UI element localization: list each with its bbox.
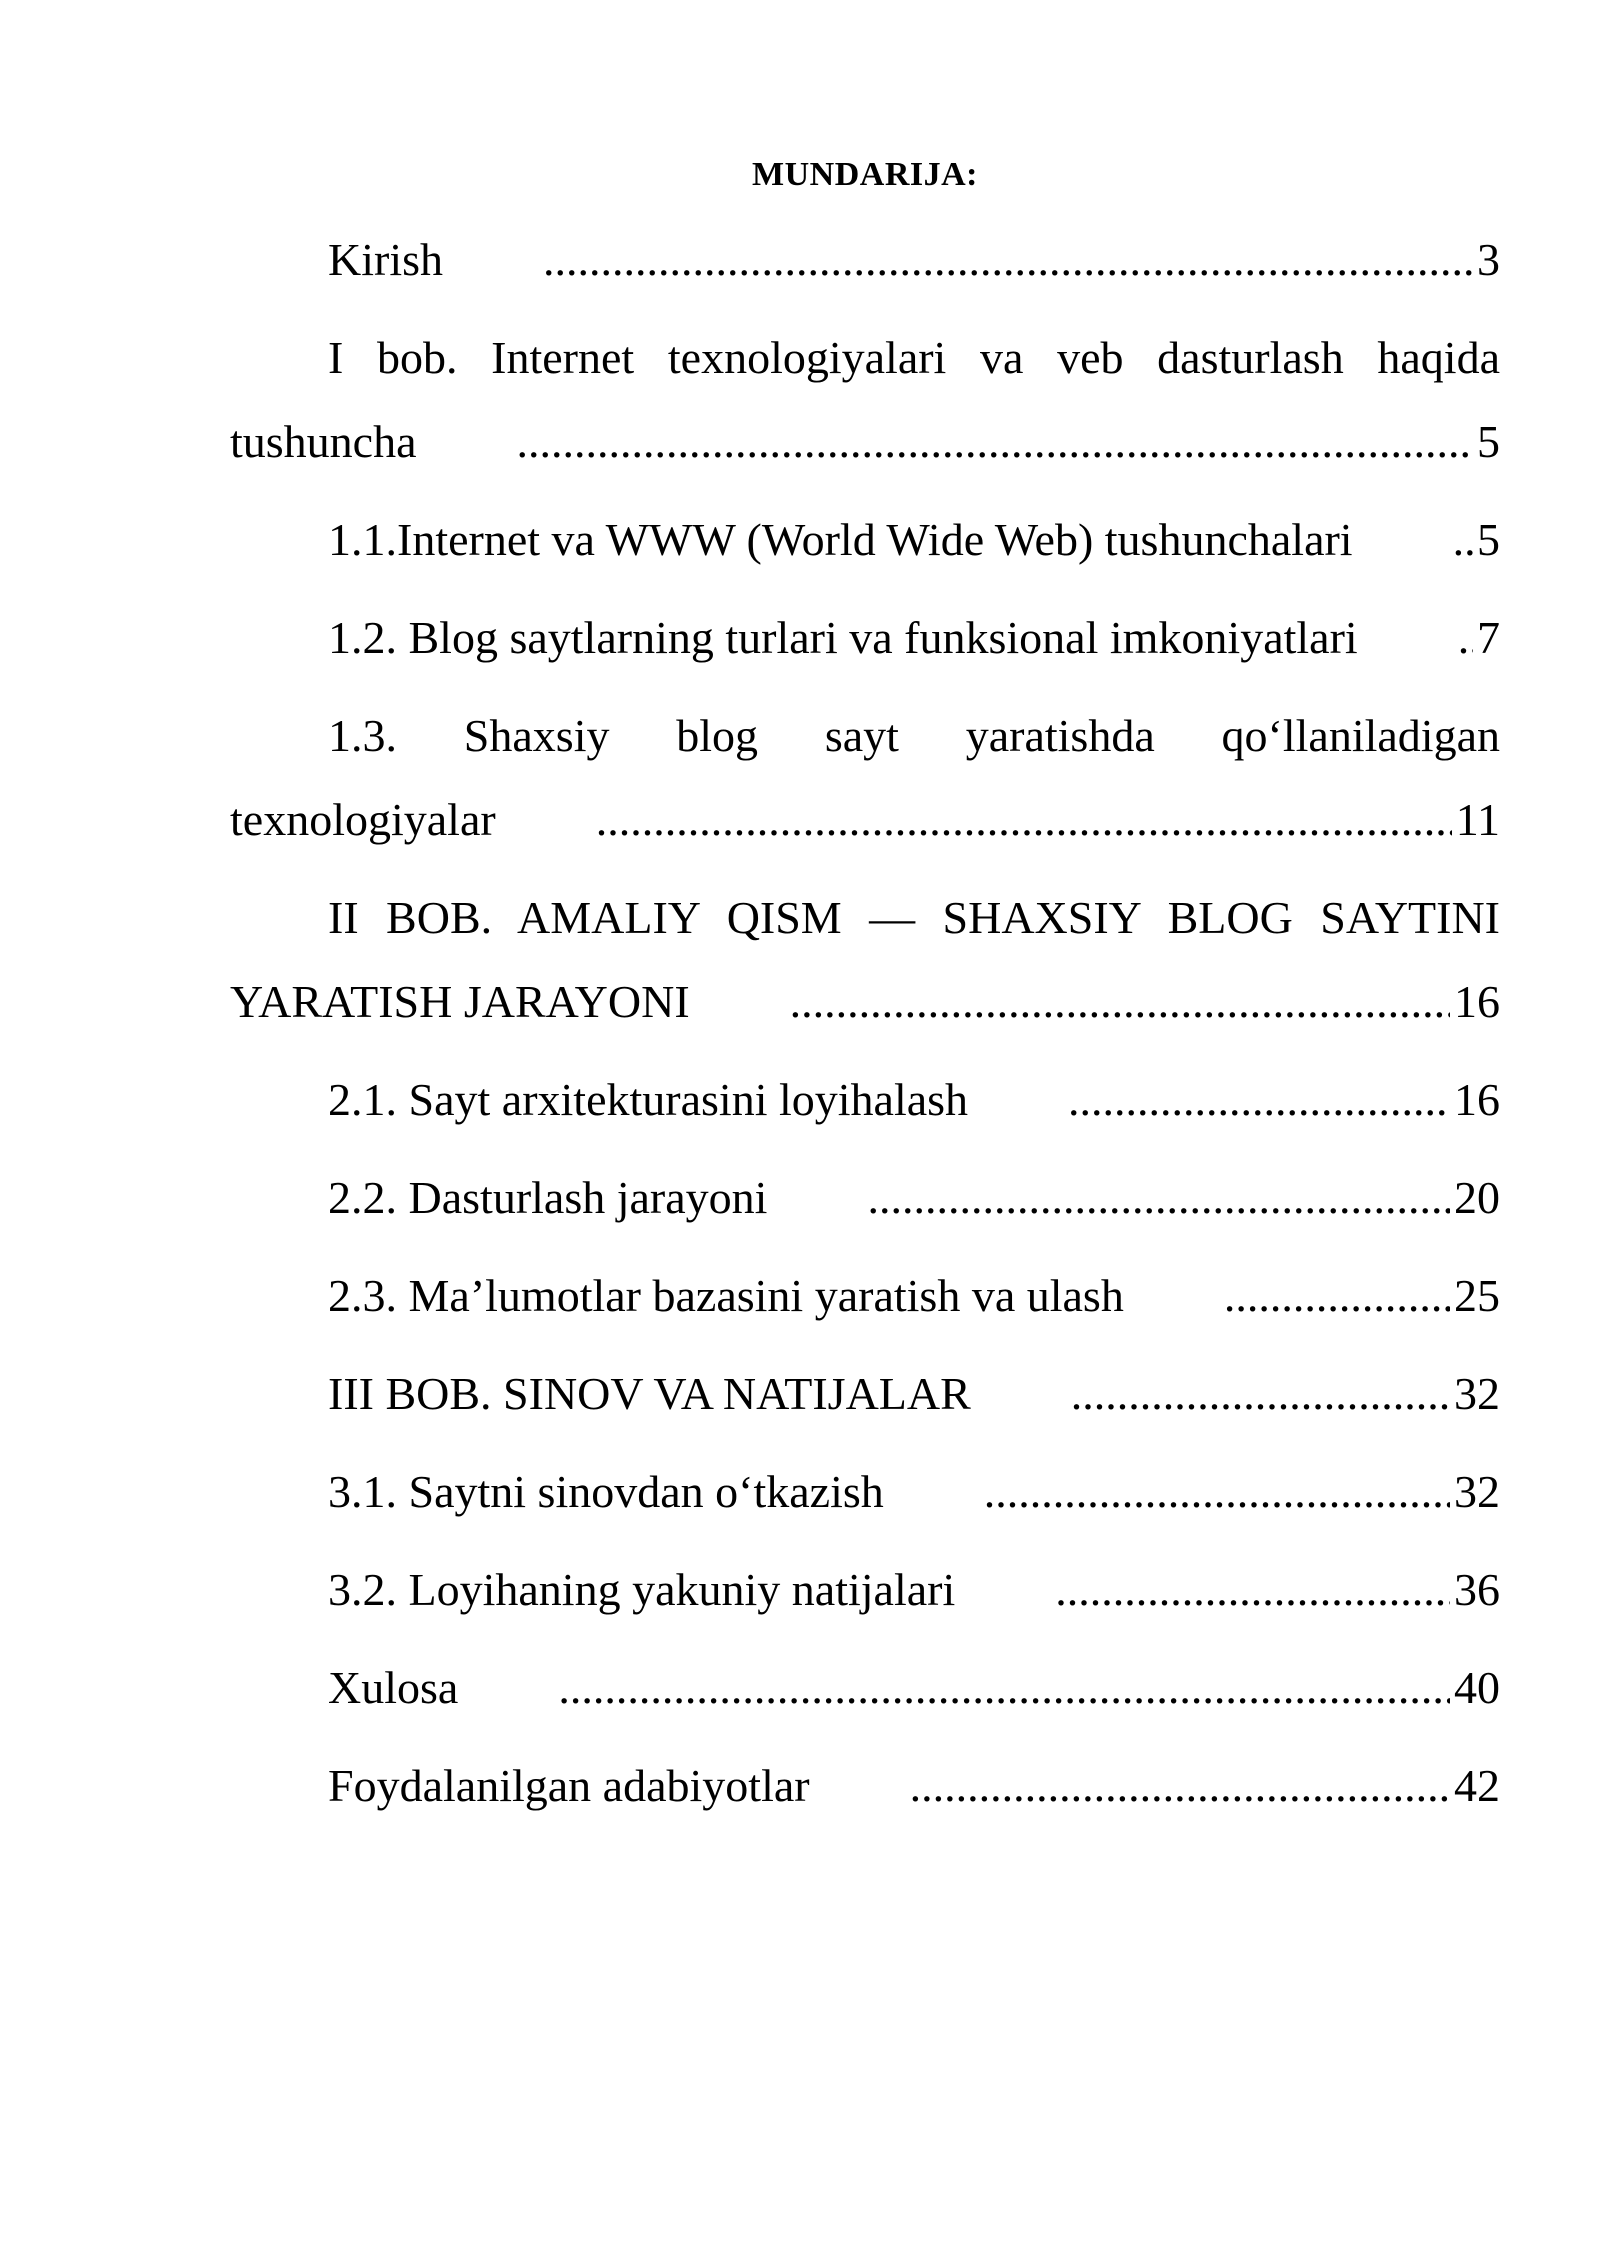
- toc-entry-label: 3.2. Loyihaning yakuniy natijalari: [328, 1564, 956, 1615]
- document-page: [230, 150, 1500, 1842]
- toc-entry-label: 1.1.Internet va WWW (World Wide Web) tushunchalari: [328, 514, 1353, 565]
- toc-entry-page: 25: [1450, 1254, 1500, 1338]
- toc-entry: [230, 498, 1500, 582]
- toc-entry: [230, 876, 1500, 1044]
- toc-entry: [230, 1058, 1500, 1142]
- toc-list: [230, 218, 1500, 1828]
- toc-title: MUNDARIJA:: [752, 156, 978, 193]
- toc-entry-page: 40: [1450, 1646, 1500, 1730]
- toc-entry: [230, 1156, 1500, 1240]
- toc-entry-page: 7: [1473, 596, 1500, 680]
- toc-entry-page: 32: [1450, 1450, 1500, 1534]
- toc-entry-page: 42: [1450, 1744, 1500, 1828]
- toc-entry: [230, 1646, 1500, 1730]
- toc-entry: [230, 596, 1500, 680]
- toc-entry: [230, 316, 1500, 484]
- toc-entry-page: 11: [1452, 778, 1500, 862]
- toc-entry-label: 1.2. Blog saytlarning turlari va funksional imkoniyatlari: [328, 612, 1358, 663]
- toc-entry: [230, 1548, 1500, 1632]
- toc-entry: [230, 1254, 1500, 1338]
- toc-entry-page: 5: [1473, 498, 1500, 582]
- toc-entry-page: 36: [1450, 1548, 1500, 1632]
- toc-entry-label: Kirish: [328, 234, 443, 285]
- toc-entry: [230, 694, 1500, 862]
- toc-entry: [230, 218, 1500, 302]
- toc-entry: [230, 1744, 1500, 1828]
- toc-entry-label: 2.3. Ma’lumotlar bazasini yaratish va ulash: [328, 1270, 1124, 1321]
- toc-entry-label: 1.3. Shaxsiy blog sayt yaratishda qo‘llaniladigan texnologiyalar: [230, 710, 1500, 845]
- toc-entry-label: 3.1. Saytni sinovdan o‘tkazish: [328, 1466, 884, 1517]
- toc-entry-page: 3: [1473, 218, 1500, 302]
- toc-entry-label: 2.1. Sayt arxitekturasini loyihalash: [328, 1074, 969, 1125]
- toc-entry-label: Foydalanilgan adabiyotlar: [328, 1760, 810, 1811]
- toc-entry-page: 32: [1450, 1352, 1500, 1436]
- toc-entry-label: II BOB. AMALIY QISM — SHAXSIY BLOG SAYTINI YARATISH JARAYONI: [230, 892, 1500, 1027]
- toc-entry-page: 5: [1473, 400, 1500, 484]
- toc-entry: [230, 1352, 1500, 1436]
- toc-entry-label: I bob. Internet texnologiyalari va veb dasturlash haqida tushuncha: [230, 332, 1500, 467]
- toc-entry-page: 16: [1450, 1058, 1500, 1142]
- toc-entry-page: 20: [1450, 1156, 1500, 1240]
- toc-entry-label: 2.2. Dasturlash jarayoni: [328, 1172, 768, 1223]
- toc-entry-page: 16: [1450, 960, 1500, 1044]
- toc-entry: [230, 1450, 1500, 1534]
- toc-entry-label: Xulosa: [328, 1662, 459, 1713]
- toc-entry-label: III BOB. SINOV VA NATIJALAR: [328, 1368, 971, 1419]
